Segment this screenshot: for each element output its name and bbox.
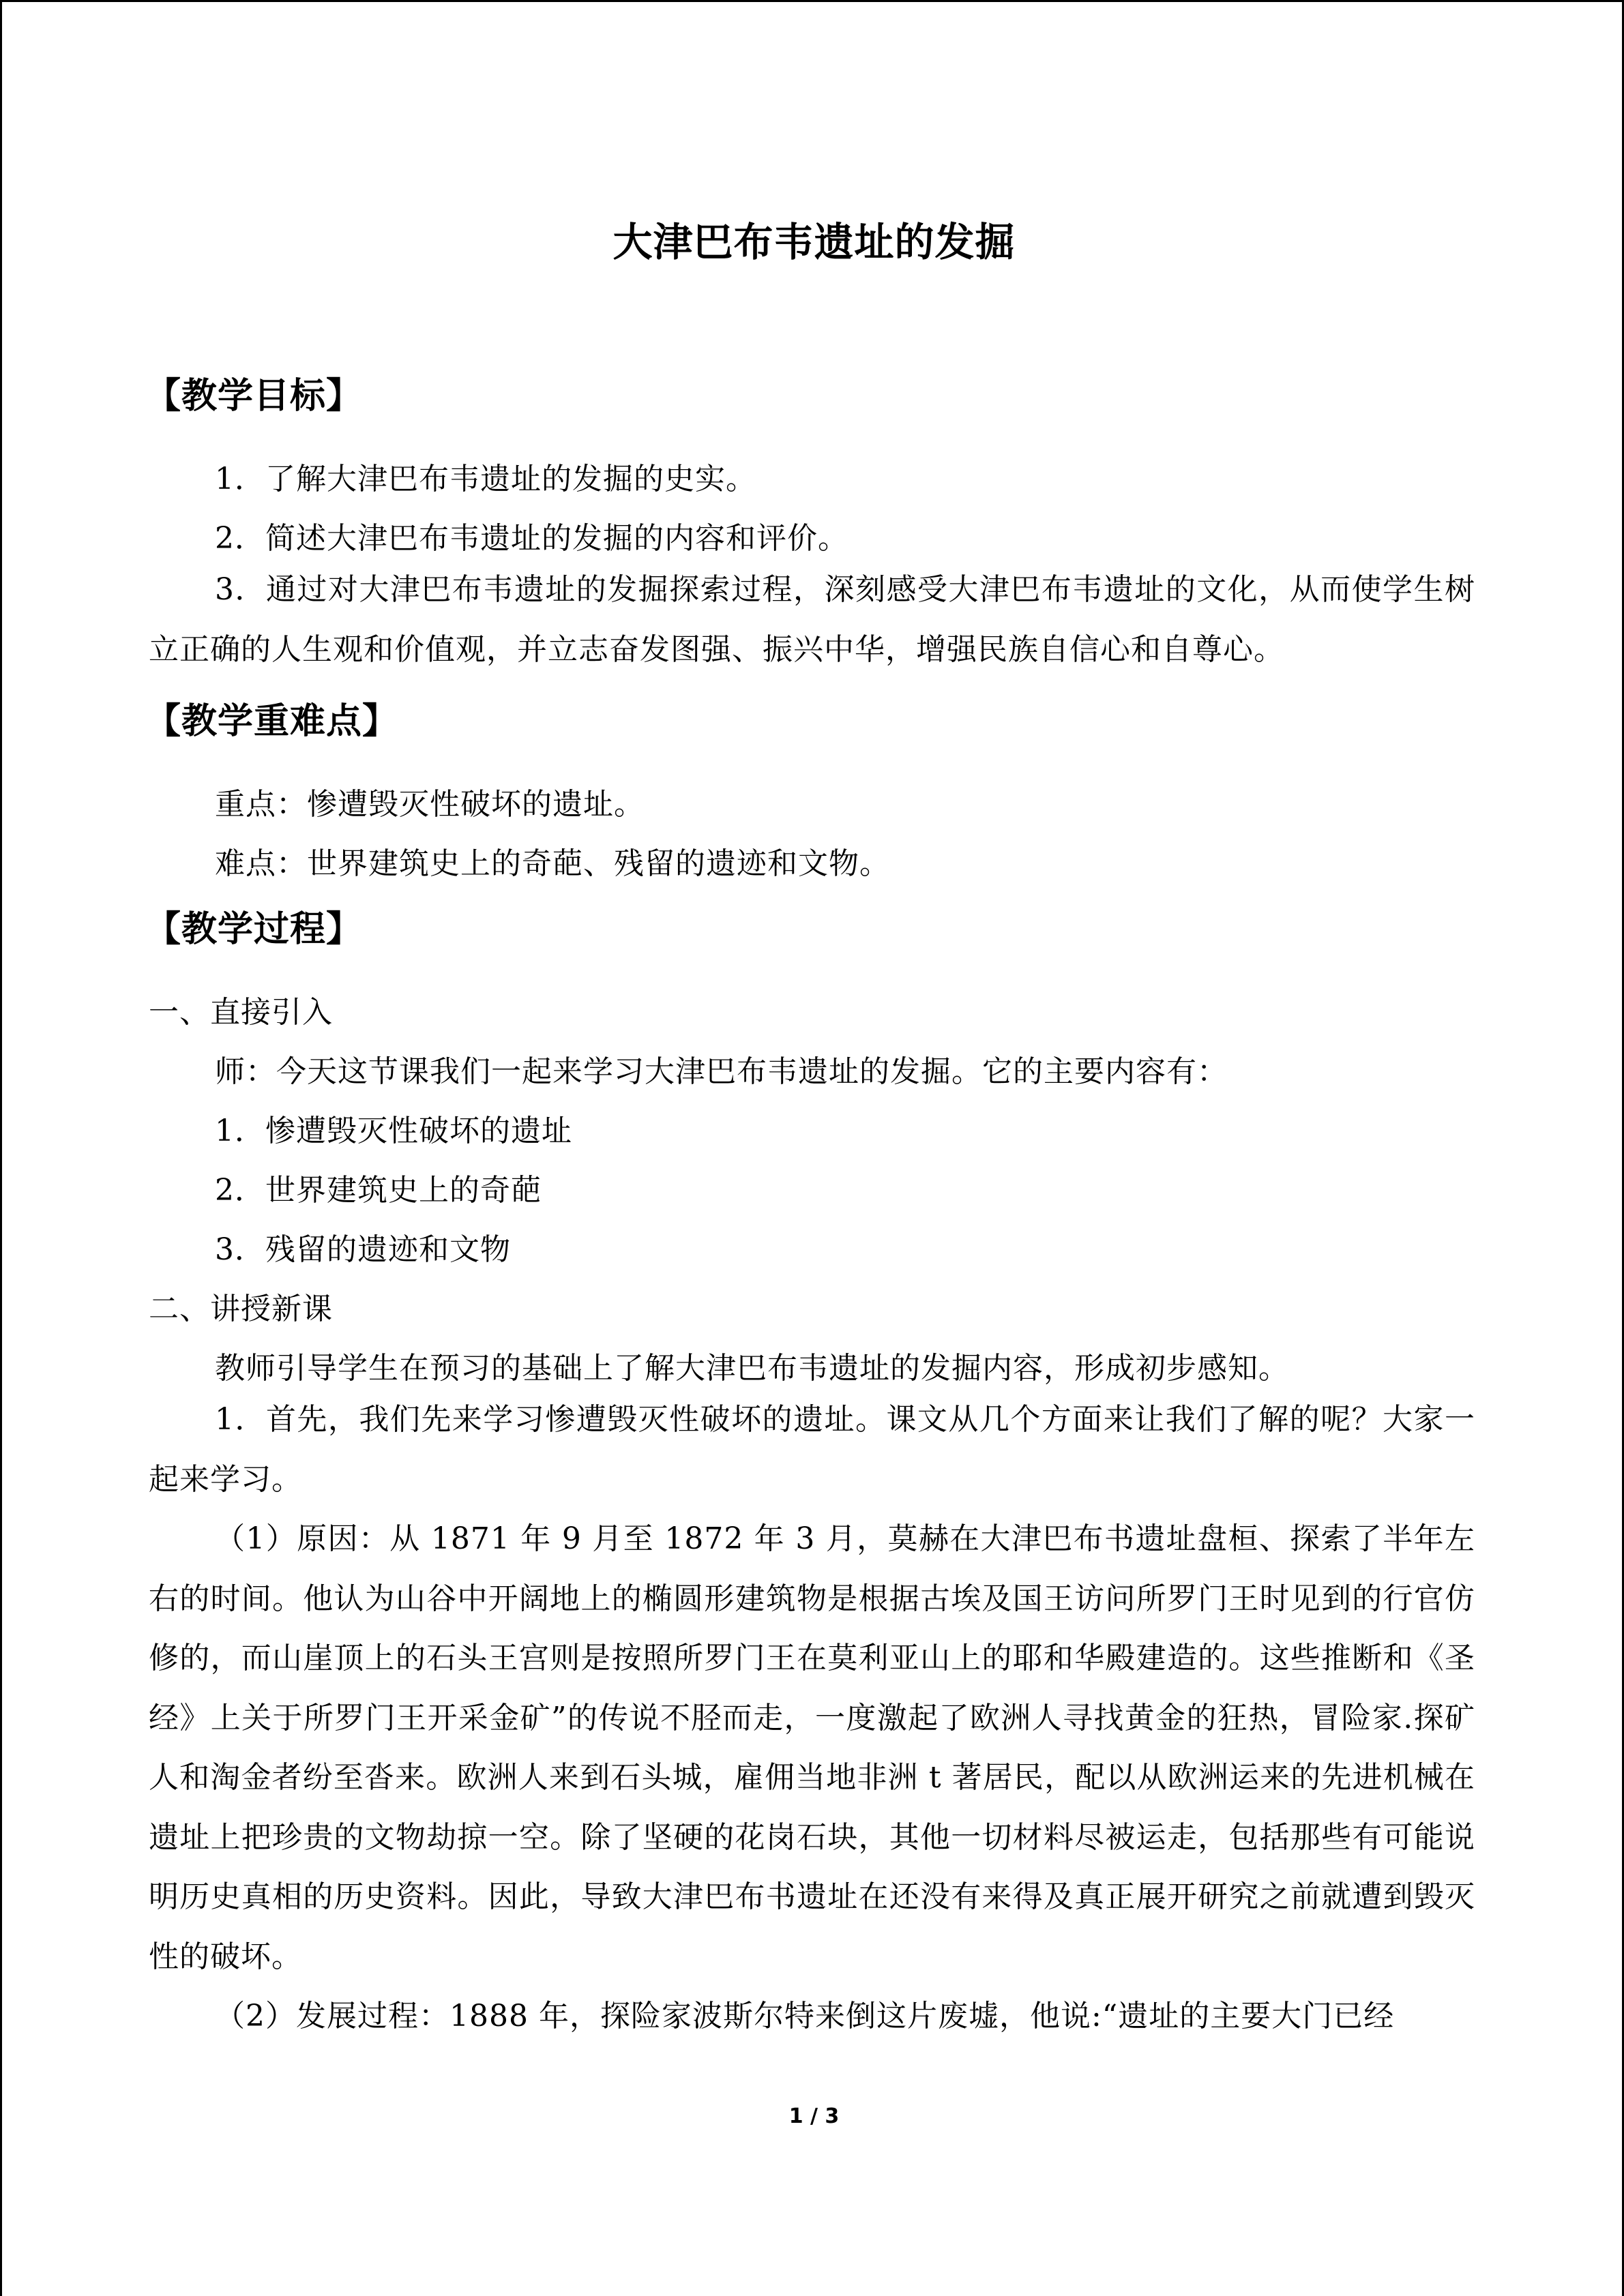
heading-teaching-goals: 【教学目标】	[145, 376, 363, 417]
key-point-item: 重点：惨遭毁灭性破坏的遗址。	[215, 787, 645, 822]
goal-item-2: 2．简述大津巴布韦遗址的发掘的内容和评价。	[215, 521, 848, 556]
part2-title: 二、讲授新课	[149, 1292, 333, 1326]
difficult-point-item: 难点：世界建筑史上的奇葩、残留的遗迹和文物。	[215, 846, 890, 881]
part1-intro: 师：今天这节课我们一起来学习大津巴布韦遗址的发掘。它的主要内容有：	[215, 1054, 1228, 1089]
page-number: 1 / 3	[788, 2104, 840, 2128]
goal-item-3: 3．通过对大津巴布韦遗址的发掘探索过程，深刻感受大津巴布韦遗址的文化，从而使学生树立正确的人生观和价值观，并立志奋发图强、振兴中华，增强民族自信心和自尊心。	[149, 572, 1475, 667]
heading-teaching-process: 【教学过程】	[145, 909, 363, 950]
part1-item-1: 1．惨遭毁灭性破坏的遗址	[215, 1114, 572, 1148]
part1-item-2: 2．世界建筑史上的奇葩	[215, 1173, 542, 1208]
part1-title: 一、直接引入	[149, 995, 333, 1030]
document-title: 大津巴布韦遗址的发掘	[612, 219, 1016, 265]
part2-paragraph-3: （2）发展过程：1888 年，探险家波斯尔特来倒这片废墟，他说:“遗址的主要大门已经	[215, 1999, 1395, 2033]
part2-paragraph-2: （1）原因：从 1871 年 9 月至 1872 年 3 月，莫赫在大津巴布书遗址盘桓、探索了半年左右的时间。他认为山谷中开阔地上的椭圆形建筑物是根据古埃及国王访问所罗门王时见到的行官仿修的，而山崖顶上的石头王宫则是按照所罗门王在莫利亚山上的耶和华殿建造的。这些推断和《圣经》上关于所罗门王开采金矿”的传说不胫而走，一度激起了欧洲人寻找黄金的狂热，冒险家.探矿人和淘金者纷至沓来。欧洲人来到石头城，雇佣当地非洲 t 著居民，配以从欧洲运来的先进机械在遗址上把珍贵的文物劫掠一空。除了坚硬的花岗石块，其他一切材料尽被运走，包括那些有可能说明历史真相的历史资料。因此，导致大津巴布书遗址在还没有来得及真正展开研究之前就遭到毁灭性的破坏。	[149, 1521, 1475, 1974]
part2-intro: 教师引导学生在预习的基础上了解大津巴布韦遗址的发掘内容，形成初步感知。	[215, 1351, 1289, 1386]
part2-paragraph-1: 1．首先，我们先来学习惨遭毁灭性破坏的遗址。课文从几个方面来让我们了解的呢？大家一起来学习。	[149, 1402, 1475, 1497]
part1-item-3: 3．残留的遗迹和文物	[215, 1232, 511, 1267]
heading-key-points: 【教学重难点】	[145, 701, 399, 742]
goal-item-1: 1．了解大津巴布韦遗址的发掘的史实。	[215, 462, 756, 496]
